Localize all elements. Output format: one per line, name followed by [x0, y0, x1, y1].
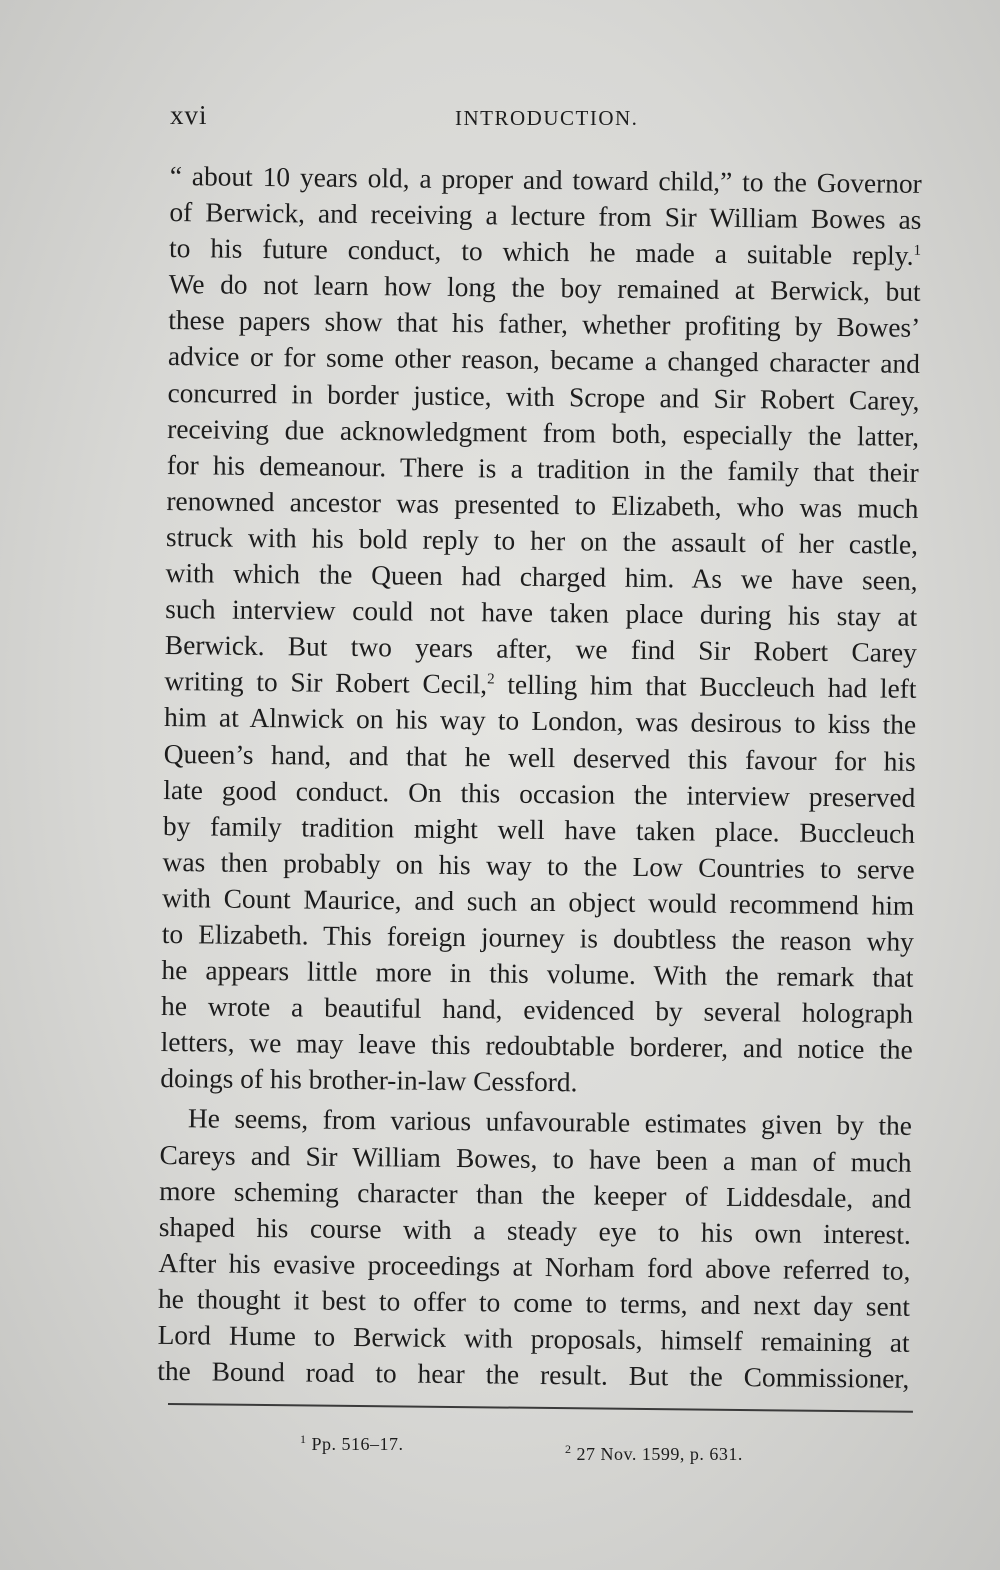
text-line: doings of his brother-in-law Cessford.	[160, 1063, 578, 1098]
text-line: struck with his bold reply to her on the assault of her castle,	[165, 521, 919, 560]
footnote-1	[300, 1434, 404, 1455]
page-number: xvi	[170, 100, 208, 130]
text-line: Lord Hume to Berwick with proposals, himself remaining at	[157, 1319, 910, 1358]
footnote-text: Pp. 516–17.	[311, 1434, 404, 1454]
footnote-ref-1: 1	[913, 242, 922, 260]
text-line: letters, we may leave this redoubtable borderer, and notice the	[160, 1027, 913, 1066]
text-line: Berwick. But two years after, we find Sir Robert Carey	[164, 630, 918, 669]
footnote-ref-2: 2	[487, 671, 495, 688]
text-line: Careys and Sir William Bowes, to have been a man of much	[159, 1139, 912, 1178]
text-line: for his demeanour. There is a tradition in the family that their	[166, 449, 919, 488]
text-line-content: writing to Sir Robert Cecil,	[164, 666, 488, 700]
page-header	[170, 100, 930, 140]
text-line: by family tradition might well have taken place. Buccleuch	[162, 810, 916, 849]
footnote-mark: 2	[565, 1442, 572, 1456]
text-line: such interview could not have taken place during his stay at	[165, 594, 918, 632]
text-line-content: telling him that Buccleuch had left	[507, 669, 917, 705]
text-line: “ about 10 years old, a proper and toward child,” to the Governor	[169, 160, 922, 199]
text-line: more scheming character than the keeper of Liddesdale, and	[159, 1175, 912, 1214]
text-line: advice or for some other reason, became a changed character and	[167, 341, 921, 380]
running-head: INTRODUCTION.	[455, 106, 639, 130]
text-line: he wrote a beautiful hand, evidenced by several holograph	[160, 991, 914, 1029]
text-line: He seems, from various unfavourable estimates given by the	[187, 1103, 913, 1142]
text-line: these papers show that his father, whether profiting by Bowes’	[168, 305, 921, 344]
text-line: of Berwick, and receiving a lecture from Sir William Bowes as	[169, 197, 922, 235]
footnote-text: 27 Nov. 1599, p. 631.	[576, 1444, 743, 1464]
footnote-2	[565, 1444, 743, 1465]
footnote-mark: 1	[300, 1432, 307, 1446]
text-line: We do not learn how long the boy remained at Berwick, but	[168, 269, 921, 308]
text-line: late good conduct. On this occasion the interview preserved	[163, 774, 916, 813]
text-line: he appears little more in this volume. With the remark that	[161, 955, 914, 993]
text-line: was then probably on his way to the Low Countries to serve	[162, 846, 915, 885]
text-line: Queen’s hand, and that he well deserved this favour for his	[163, 738, 916, 777]
text-line: to Elizabeth. This foreign journey is doubtless the reason why	[161, 918, 914, 957]
text-line-content: to his future conduct, to which he made a suitable reply.	[168, 233, 914, 271]
text-line: with Count Maurice, and such an object would recommend him	[162, 882, 915, 921]
text-line: shaped his course with a steady eye to his own interest.	[158, 1211, 911, 1250]
text-line: After his evasive proceedings at Norham ford above referred to,	[158, 1247, 911, 1286]
text-line: he thought it best to offer to come to terms, and next day sent	[157, 1283, 911, 1322]
text-line: renowned ancestor was presented to Elizabeth, who was much	[166, 485, 919, 524]
text-line: with which the Queen had charged him. As we have seen,	[165, 558, 918, 596]
text-line: receiving due acknowledgment from both, especially the latter,	[167, 413, 920, 452]
text-line: him at Alnwick on his way to London, was desirous to kiss the	[163, 702, 917, 741]
body-text	[157, 158, 922, 1397]
text-line: concurred in border justice, with Scrope and Sir Robert Carey,	[167, 377, 920, 416]
text-line: the Bound road to hear the result. But the Commissioner,	[157, 1356, 910, 1394]
footnote-rule	[168, 1403, 913, 1413]
